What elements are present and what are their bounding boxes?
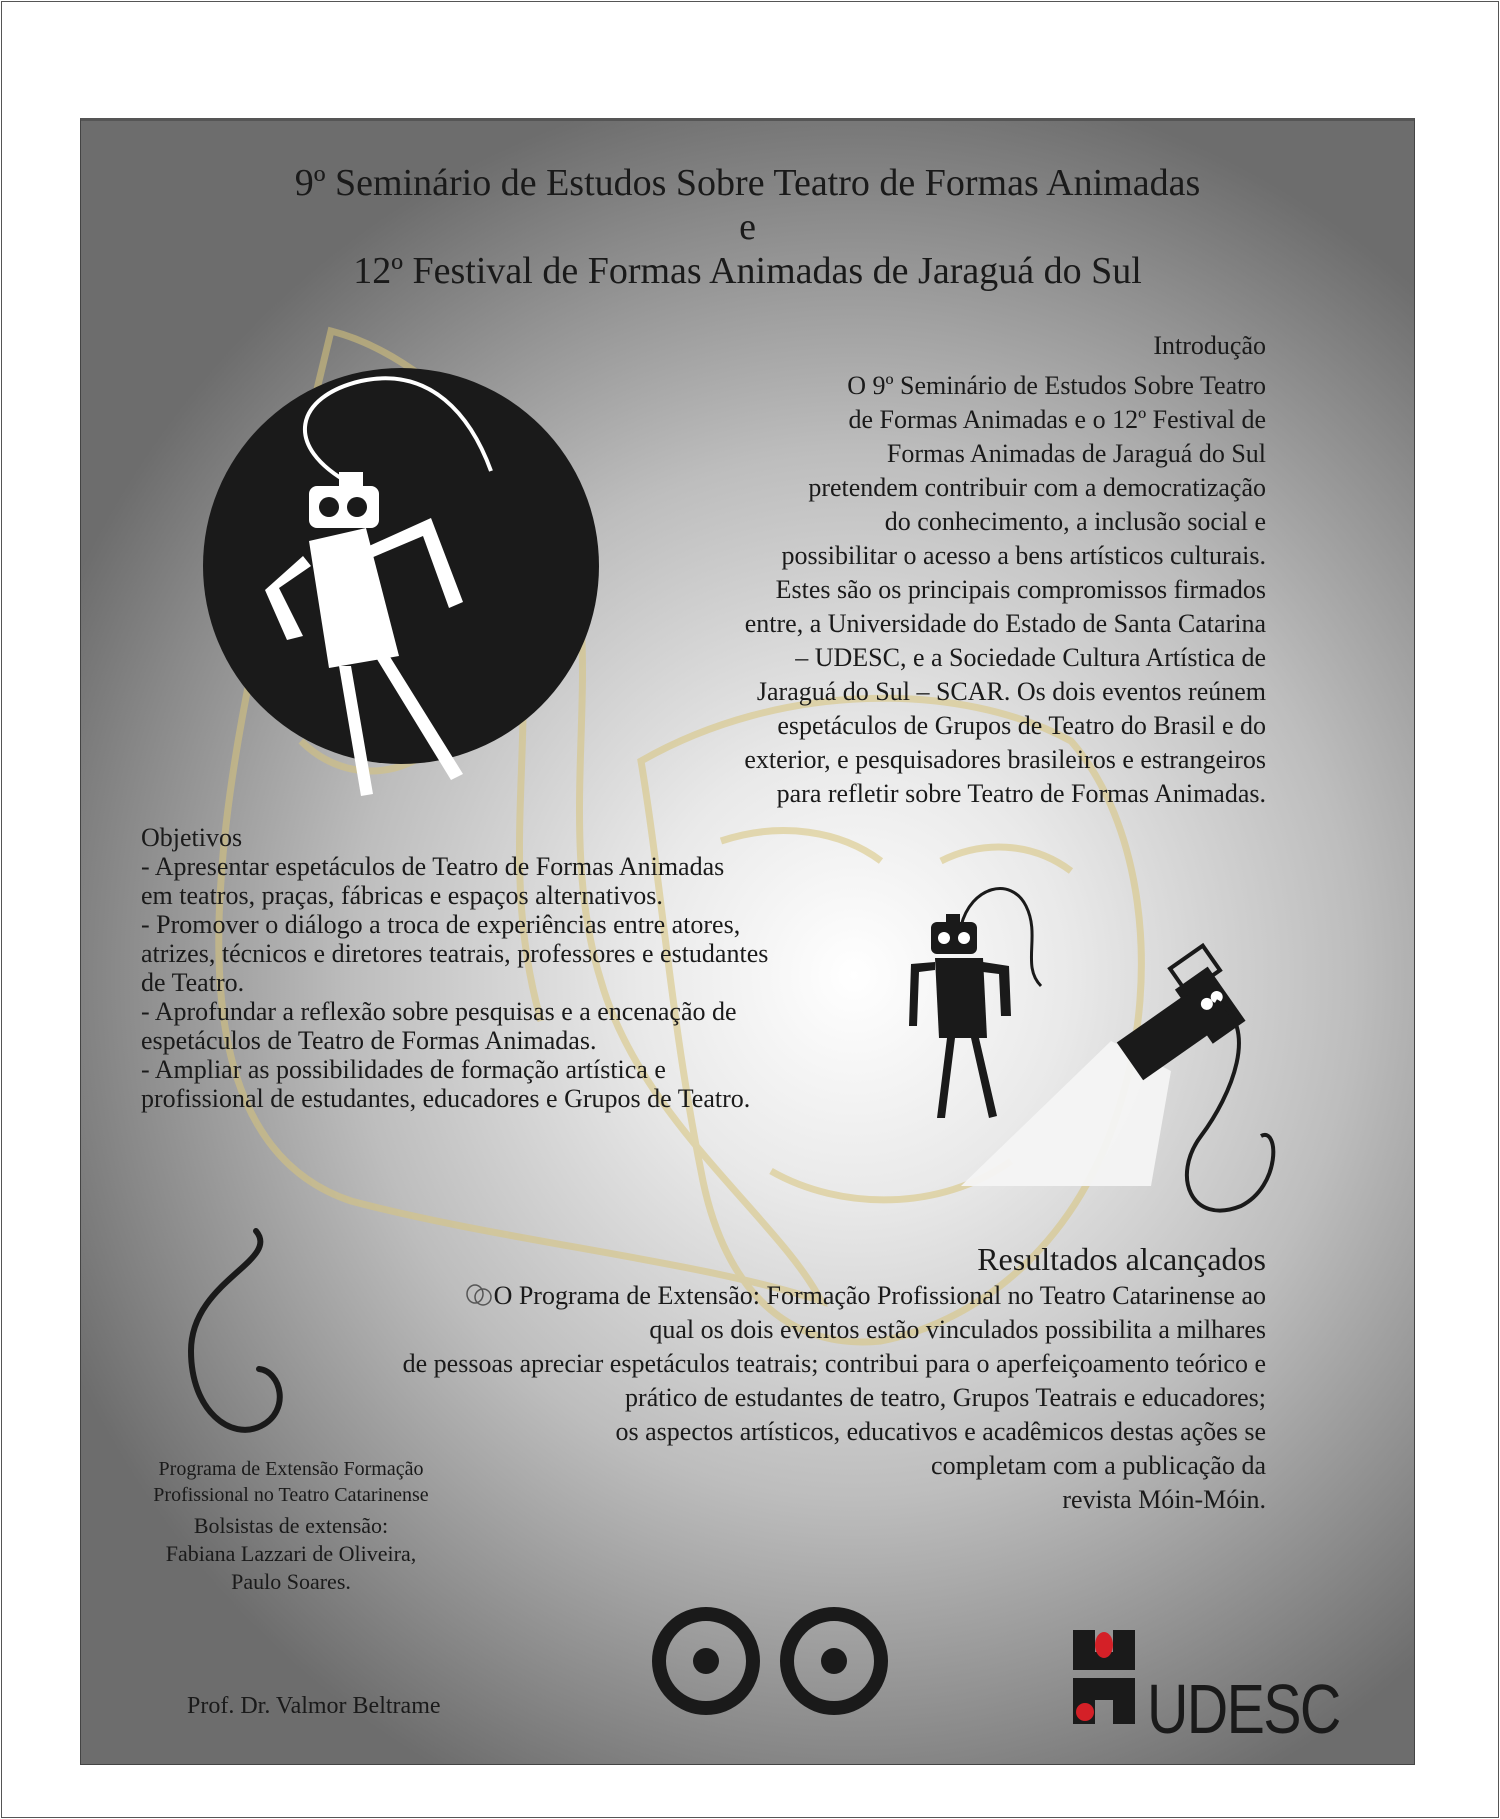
intro-line: Estes são os principais compromissos firmados (775, 575, 1266, 604)
udesc-logo-icon (1073, 1630, 1143, 1730)
puppet-figure-icon (191, 356, 611, 776)
intro-line: entre, a Universidade do Estado de Santa Catarina (744, 609, 1266, 638)
spotlight-icon (961, 976, 1301, 1226)
objective-line: atrizes, técnicos e diretores teatrais, professores e estudantes (141, 939, 769, 968)
results-line: os aspectos artísticos, educativos e acadêmicos destas ações se (615, 1417, 1266, 1446)
results-line-text: O Programa de Extensão: Formação Profissional no Teatro Catarinense ao (493, 1281, 1266, 1310)
intro-line: para refletir sobre Teatro de Formas Animadas. (776, 779, 1266, 808)
scholar-name: Fabiana Lazzari de Oliveira, (165, 1541, 417, 1566)
objective-line: - Aprofundar a reflexão sobre pesquisas e a encenação de (141, 997, 737, 1026)
objective-line: em teatros, praças, fábricas e espaços alternativos. (141, 881, 663, 910)
results-line: de pessoas apreciar espetáculos teatrais; contribui para o aperfeiçoamento teórico e (402, 1349, 1266, 1378)
objectives-section (141, 823, 861, 1113)
objective-line: profissional de estudantes, educadores e Grupos de Teatro. (141, 1084, 751, 1113)
intro-line: Jaraguá do Sul – SCAR. Os dois eventos reúnem (756, 677, 1266, 706)
program-line-2: Profissional no Teatro Catarinense (153, 1484, 429, 1506)
title-line-2: e (739, 206, 756, 248)
intro-line: pretendem contribuir com a democratização (808, 473, 1266, 502)
program-line-1: Programa de Extensão Formação (158, 1458, 424, 1480)
results-line: prático de estudantes de teatro, Grupos Teatrais e educadores; (625, 1383, 1266, 1412)
objective-line: espetáculos de Teatro de Formas Animadas. (141, 1026, 597, 1055)
objective-line: - Ampliar as possibilidades de formação artística e (141, 1055, 666, 1084)
intro-line: do conhecimento, a inclusão social e (884, 507, 1266, 536)
intro-line: O 9º Seminário de Estudos Sobre Teatro (847, 371, 1266, 400)
objective-line: - Promover o diálogo a troca de experiências entre atores, (141, 910, 741, 939)
title-line-1: 9º Seminário de Estudos Sobre Teatro de Formas Animadas (294, 162, 1201, 204)
intro-body (566, 369, 1266, 811)
eyes-icon (651, 1606, 891, 1716)
udesc-logo-text: UDESC (1147, 1670, 1340, 1748)
intro-heading: Introdução (1153, 331, 1266, 360)
scholars-heading: Bolsistas de extensão: (193, 1513, 389, 1538)
professor-name: Prof. Dr. Valmor Beltrame (187, 1693, 441, 1719)
objectives-heading: Objetivos (141, 823, 243, 852)
theater-mask-small-icon (466, 1284, 492, 1306)
scholar-name: Paulo Soares. (231, 1569, 351, 1594)
intro-line: – UDESC, e a Sociedade Cultura Artística de (795, 643, 1266, 672)
results-line: revista Móin-Móin. (1062, 1485, 1266, 1514)
intro-line: espetáculos de Grupos de Teatro do Brasil e do (777, 711, 1266, 740)
objective-line: - Apresentar espetáculos de Teatro de Formas Animadas (141, 852, 725, 881)
results-line: qual os dois eventos estão vinculados possibilita a milhares (649, 1315, 1266, 1344)
results-line: completam com a publicação da (931, 1451, 1266, 1480)
intro-line: Formas Animadas de Jaraguá do Sul (886, 439, 1266, 468)
intro-line: exterior, e pesquisadores brasileiros e estrangeiros (744, 745, 1266, 774)
results-heading: Resultados alcançados (977, 1241, 1266, 1277)
objective-line: de Teatro. (141, 968, 245, 997)
intro-line: possibilitar o acesso a bens artísticos culturais. (781, 541, 1266, 570)
credits-block (141, 1456, 441, 1596)
title-line-3: 12º Festival de Formas Animadas de Jaraguá do Sul (353, 250, 1142, 292)
results-line (216, 1279, 1266, 1313)
intro-line: de Formas Animadas e o 12º Festival de (848, 405, 1266, 434)
poster (80, 118, 1415, 1765)
